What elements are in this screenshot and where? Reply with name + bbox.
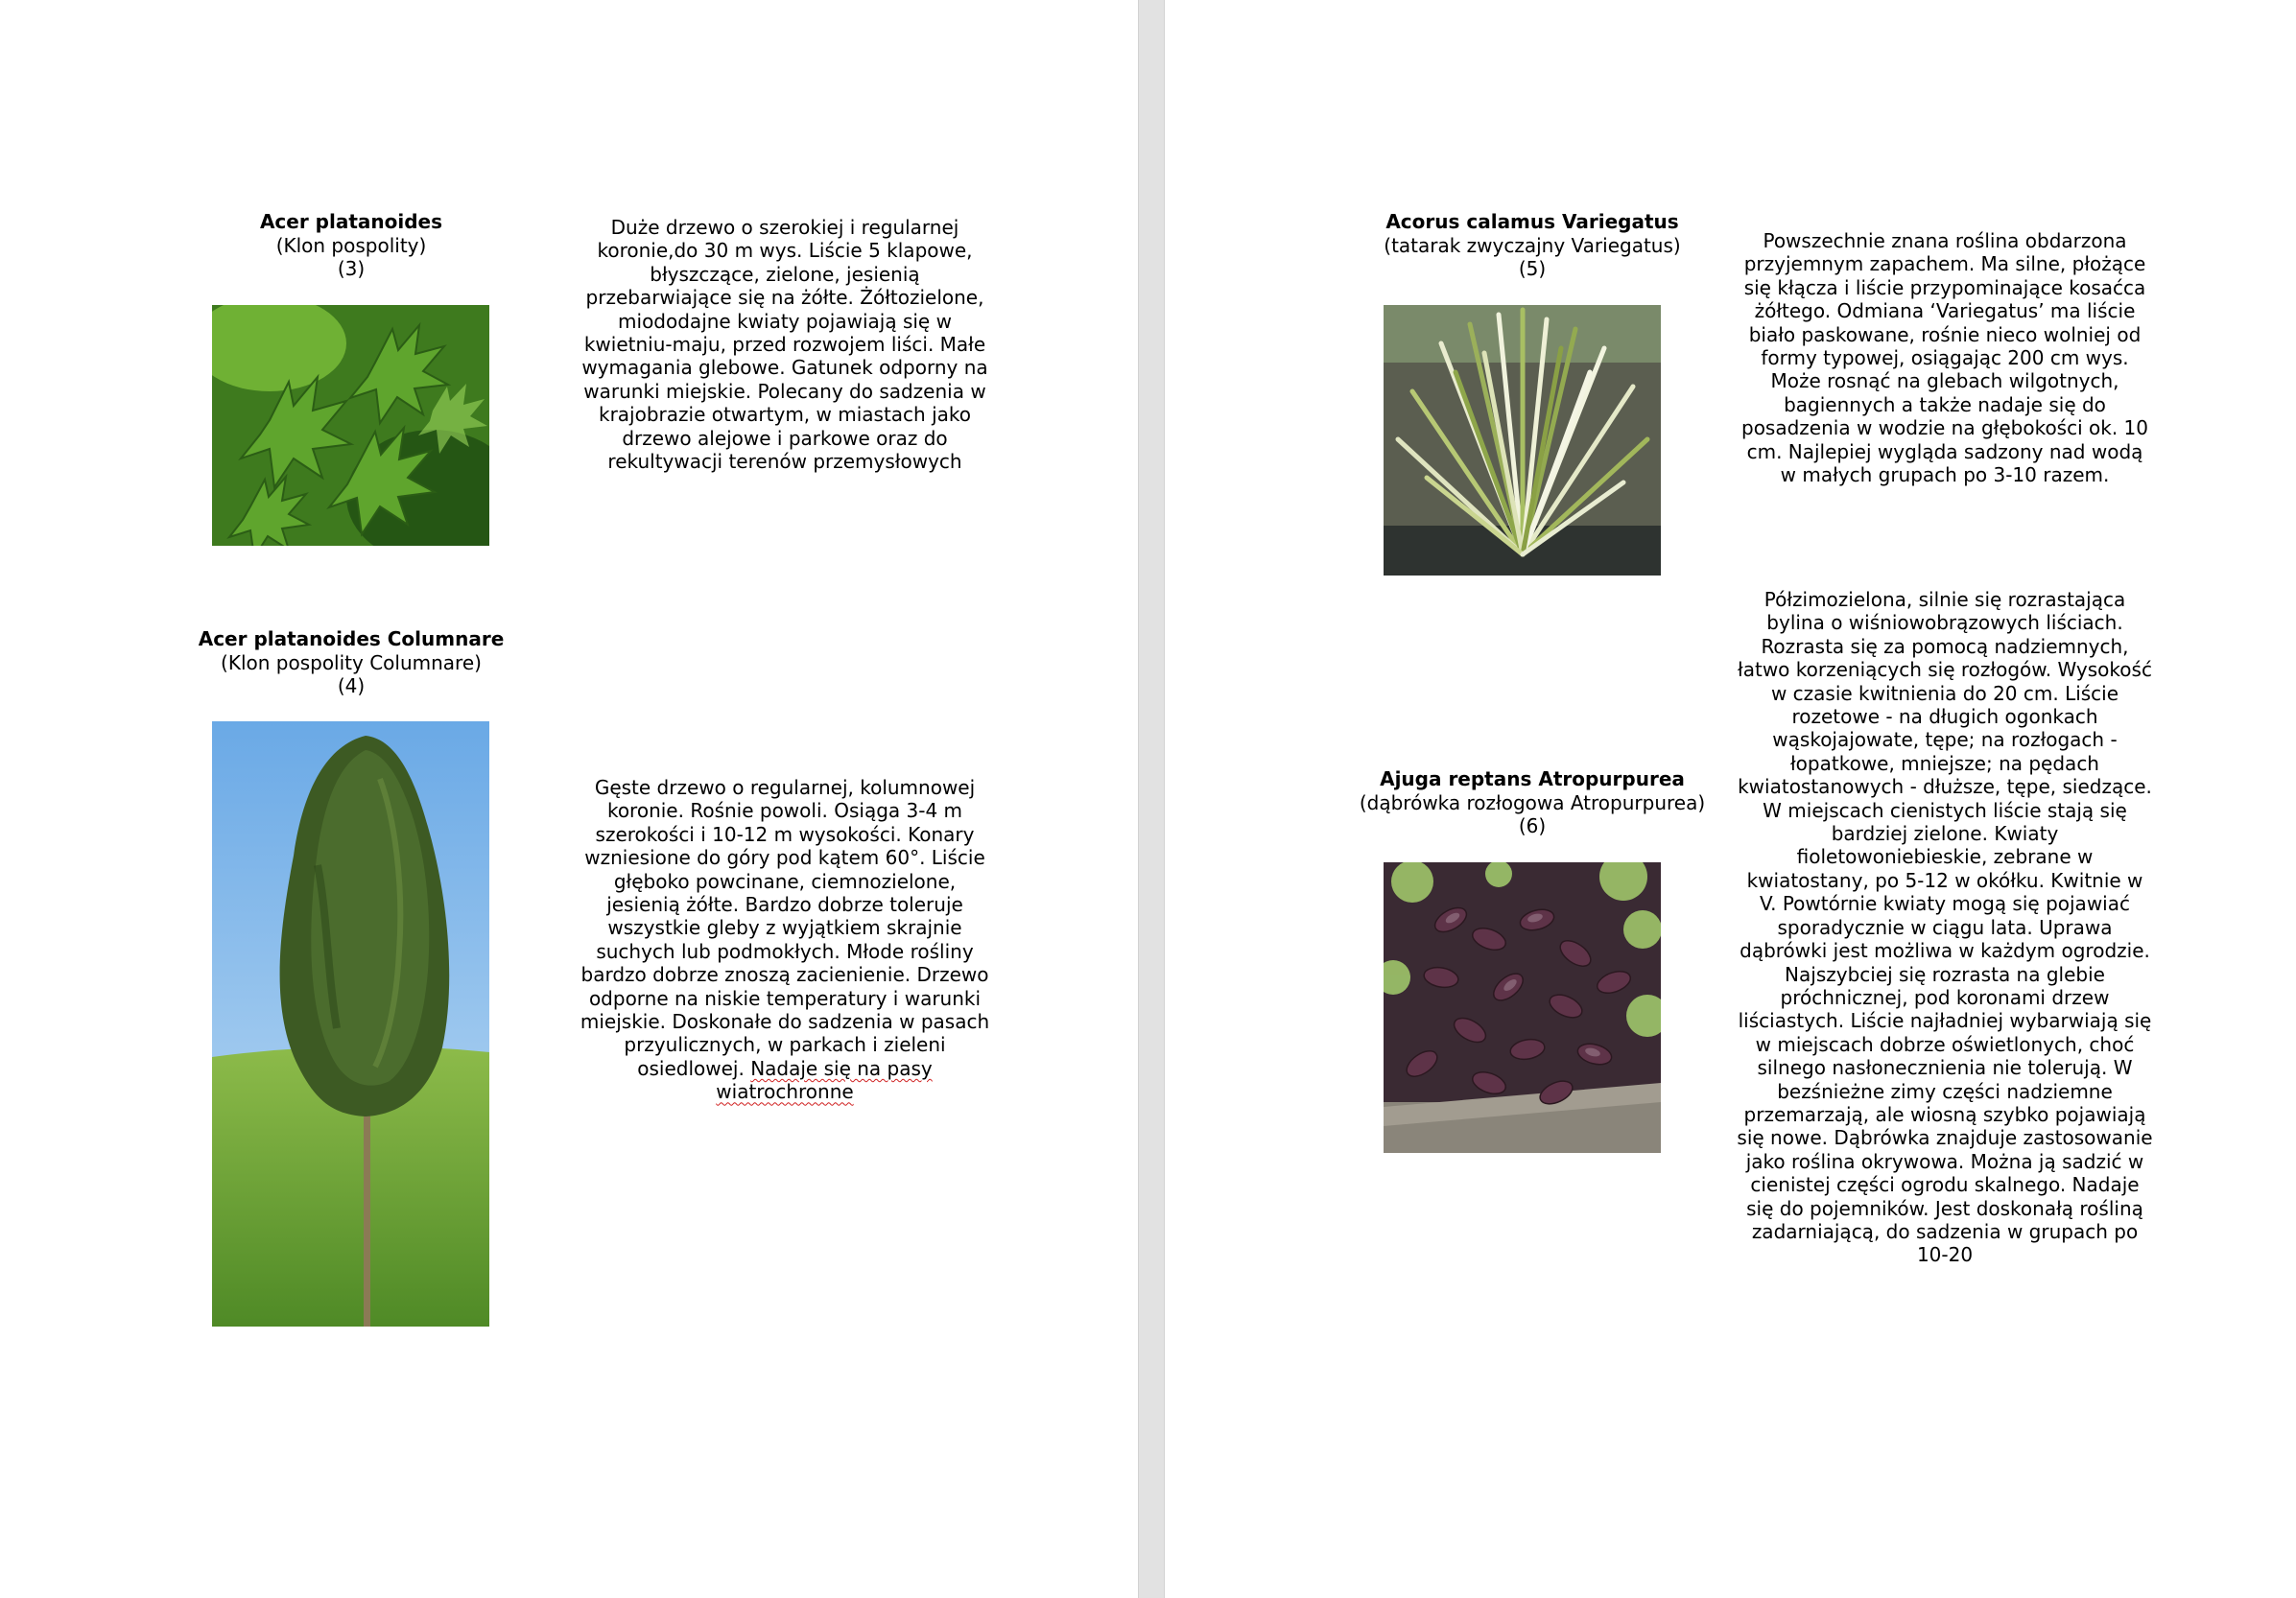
maple-leaves-photo	[212, 305, 489, 546]
plant-number: (6)	[1518, 814, 1547, 837]
plant-description: Powszechnie znana roślina obdarzona przyjemnym zapachem. Ma silne, płożące się kłącza i liście przypominające kosaćca żółtego. Odmiana ‘Variegatus’ ma liście biało paskowane, rośnie nieco wolniej od formy typowej, osiągając 200 cm wys. Może rosnąć na glebach wilgotnych, bagiennych a także nadaje się do posadzenia w wodzie na głębokości ok. 10 cm. Najlepiej wygląda sadzony nad wodą w małych grupach po 3-10 razem.	[1741, 229, 2148, 487]
common-name: (dąbrówka rozłogowa Atropurpurea)	[1359, 790, 1706, 814]
plant-description	[577, 776, 993, 1104]
latin-name: Acer platanoides Columnare	[198, 627, 505, 650]
plant-number: (5)	[1518, 257, 1547, 280]
columnar-tree-photo	[212, 721, 489, 1327]
plant-caption	[188, 210, 514, 281]
common-name: (Klon pospolity)	[275, 233, 427, 257]
plant-number: (3)	[337, 257, 366, 280]
description-tail: Nadaje się na pasy wiatrochronne	[716, 1056, 933, 1104]
document-page-right	[1165, 0, 2296, 1598]
latin-name: Acorus calamus Variegatus	[1385, 210, 1679, 233]
common-name: (tatarak zwyczajny Variegatus)	[1384, 233, 1681, 257]
latin-name: Ajuga reptans Atropurpurea	[1380, 767, 1685, 790]
plant-caption	[188, 627, 514, 698]
common-name: (Klon pospolity Columnare)	[221, 650, 482, 674]
plant-number: (4)	[337, 674, 366, 697]
variegated-grass-photo	[1384, 305, 1661, 576]
plant-description: Duże drzewo o szerokiej i regularnej koronie,do 30 m wys. Liście 5 klapowe, błyszczące, zielone, jesienią przebarwiające się na żółte. Żółtozielone, miododajne kwiaty pojawiają się w kwietniu-maju, przed rozwojem liści. Małe wymagania glebowe. Gatunek odporny na warunki miejskie. Polecany do sadzenia w krajobrazie otwartym, w miastach jako drzewo alejowe i parkowe oraz do rekultywacji terenów przemysłowych	[581, 216, 988, 474]
document-page-left	[0, 0, 1138, 1598]
ajuga-groundcover-photo	[1384, 862, 1661, 1153]
description-text: Gęste drzewo o regularnej, kolumnowej koronie. Rośnie powoli. Osiąga 3-4 m szerokości i 10-12 m wysokości. Konary wzniesione do góry pod kątem 60°. Liście głęboko powcinane, ciemnozielone, jesienią żółte. Bardzo dobrze toleruje wszystkie gleby z wyjątkiem skrajnie suchych lub podmokłych. Młode rośliny bardzo dobrze znoszą zacienienie. Drzewo odporne na niskie temperatury i warunki miejskie. Doskonałe do sadzenia w pasach przyulicznych, w parkach i zieleni osiedlowej.	[580, 776, 990, 1080]
page-gutter	[1138, 0, 1165, 1598]
plant-caption	[1329, 767, 1736, 838]
plant-caption	[1343, 210, 1721, 281]
latin-name: Acer platanoides	[259, 210, 443, 233]
plant-description: Półzimozielona, silnie się rozrastająca bylina o wiśniowobrązowych liściach. Rozrasta się za pomocą nadziemnych, łatwo korzeniących się rozłogów. Wysokość w czasie kwitnienia do 20 cm. Liście rozetowe - na długich ogonkach wąskojajowate, tępe; na rozłogach - łopatkowe, mniejsze; na pędach kwiatostanowych - dłuższe, tępe, siedzące. W miejscach cienistych liście stają się bardziej zielone. Kwiaty fioletowoniebieskie, zebrane w kwiatostany, po 5-12 w okółku. Kwitnie w V. Powtórnie kwiaty mogą się pojawiać sporadycznie w ciągu lata. Uprawa dąbrówki jest możliwa w każdym ogrodzie. Najszybciej się rozrasta na glebie próchnicznej, pod koronami drzew liściastych. Liście najładniej wybarwiają się w miejscach dobrze oświetlonych, choć silnego nasłonecznienia nie tolerują. W bezśnieżne zimy części nadziemne przemarzają, ale wiosną szybko pojawiają się nowe. Dąbrówka znajduje zastosowanie jako roślina okrywowa. Można ją sadzić w cienistej części ogrodu skalnego. Nadaje się do pojemników. Jest doskonałą rośliną zadarniającą, do sadzenia w grupach po 10-20	[1737, 588, 2153, 1267]
